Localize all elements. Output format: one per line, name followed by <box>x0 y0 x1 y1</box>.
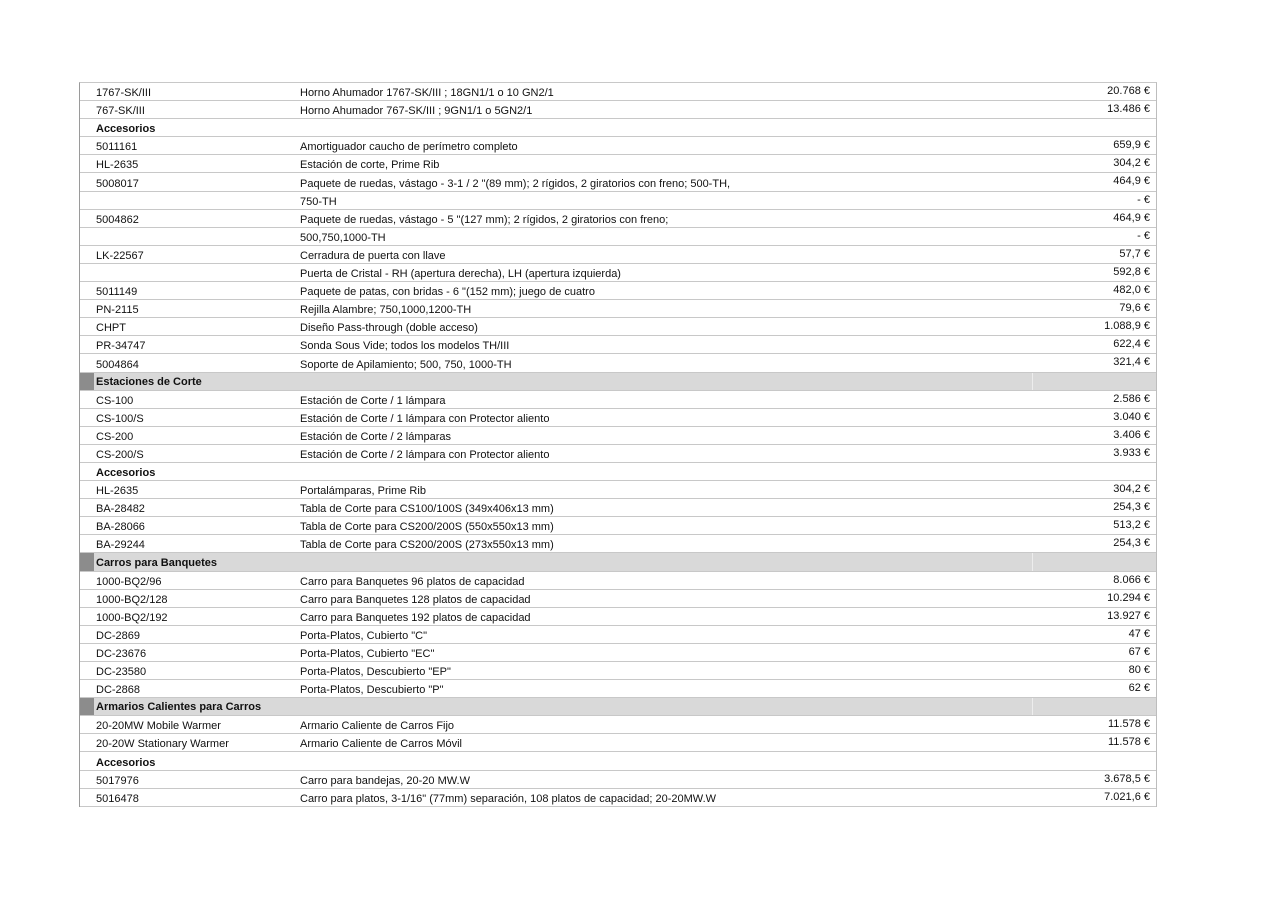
product-description: Carro para Banquetes 96 platos de capacidad <box>300 575 525 588</box>
table-row <box>80 101 1156 119</box>
product-price: 464,9 € <box>1113 175 1150 188</box>
product-description: Portalámparas, Prime Rib <box>300 485 426 498</box>
table-row <box>80 427 1156 445</box>
table-row <box>80 517 1156 535</box>
product-price: 659,9 € <box>1113 139 1150 152</box>
table-row <box>80 228 1156 246</box>
product-description: Porta-Platos, Descubierto "EP" <box>300 666 451 679</box>
product-price: 11.578 € <box>1107 736 1150 749</box>
product-code: 1000-BQ2/96 <box>96 575 162 588</box>
product-code: 1767-SK/III <box>96 87 152 100</box>
table-row <box>80 608 1156 626</box>
product-description: Estación de Corte / 2 lámpara con Protector aliento <box>300 448 550 461</box>
table-row <box>80 662 1156 680</box>
product-price: 10.294 € <box>1107 591 1150 604</box>
product-code: CS-100 <box>96 394 134 407</box>
table-row <box>80 716 1156 734</box>
product-code: 5011149 <box>96 286 138 299</box>
product-description: Armario Caliente de Carros Móvil <box>300 738 462 751</box>
table-row <box>80 445 1156 463</box>
product-code: 20-20MW Mobile Warmer <box>96 720 221 733</box>
product-price: 80 € <box>1128 664 1150 676</box>
product-code: CS-200/S <box>96 448 144 461</box>
product-code: 1000-BQ2/128 <box>96 593 168 606</box>
table-row <box>80 499 1156 517</box>
table-row <box>80 481 1156 499</box>
product-description: Porta-Platos, Cubierto "C" <box>300 629 428 642</box>
product-description: Sonda Sous Vide; todos los modelos TH/III <box>300 340 510 353</box>
product-description: Armario Caliente de Carros Fijo <box>300 720 455 733</box>
product-price: 67 € <box>1128 645 1150 658</box>
subheading-row <box>80 463 1156 481</box>
product-price: 254,3 € <box>1113 537 1150 550</box>
subheading-row <box>80 119 1156 137</box>
product-price: 254,3 € <box>1113 501 1150 514</box>
product-code: BA-29244 <box>96 539 145 552</box>
product-description: Soporte de Apilamiento; 500, 750, 1000-TH <box>300 358 512 371</box>
product-description: Tabla de Corte para CS100/100S (349x406x13 mm) <box>300 503 554 516</box>
product-description: Estación de Corte / 1 lámpara con Protector aliento <box>300 412 550 425</box>
product-description: Paquete de ruedas, vástago - 5 "(127 mm); 2 rígidos, 2 giratorios con freno; <box>300 213 669 226</box>
product-description: Tabla de Corte para CS200/200S (273x550x13 mm) <box>300 539 554 552</box>
product-price: 62 € <box>1128 682 1150 695</box>
product-price: 1.088,9 € <box>1104 320 1150 333</box>
product-description: Carro para Banquetes 128 platos de capacidad <box>300 593 531 606</box>
product-price: 2.586 € <box>1113 392 1150 405</box>
table-row <box>80 572 1156 590</box>
table-row <box>80 789 1156 807</box>
section-header-row <box>80 373 1156 391</box>
product-description: Paquete de patas, con bridas - 6 "(152 mm); juego de cuatro <box>300 286 595 299</box>
product-description: Horno Ahumador 1767-SK/III ; 18GN1/1 o 10 GN2/1 <box>300 87 554 100</box>
product-description: 500,750,1000-TH <box>300 231 386 244</box>
product-price: 13.486 € <box>1107 103 1150 116</box>
product-price: 8.066 € <box>1113 573 1150 586</box>
table-row <box>80 336 1156 354</box>
product-description: Amortiguador caucho de perímetro completo <box>300 141 518 154</box>
product-code: BA-28482 <box>96 503 145 516</box>
product-code: DC-2869 <box>96 629 141 642</box>
product-price: 47 € <box>1128 627 1150 640</box>
table-row <box>80 590 1156 608</box>
product-price: 482,0 € <box>1113 284 1150 297</box>
product-code: 20-20W Stationary Warmer <box>96 738 229 751</box>
section-title: Accesorios <box>96 467 156 480</box>
product-price: 304,2 € <box>1113 157 1150 170</box>
product-price: 13.927 € <box>1107 609 1150 622</box>
section-title: Armarios Calientes para Carros <box>96 701 262 714</box>
product-description: 750-TH <box>300 195 337 208</box>
table-row <box>80 210 1156 228</box>
product-code: 1000-BQ2/192 <box>96 611 168 624</box>
product-code: HL-2635 <box>96 159 139 172</box>
product-code: BA-28066 <box>96 521 145 534</box>
product-code: DC-2868 <box>96 684 141 697</box>
table-row <box>80 137 1156 155</box>
product-price: 57,7 € <box>1119 247 1150 260</box>
product-price: 321,4 € <box>1113 356 1150 369</box>
section-title: Estaciones de Corte <box>96 375 202 388</box>
subheading-row <box>80 752 1156 770</box>
table-row <box>80 626 1156 644</box>
product-description: Estación de Corte / 1 lámpara <box>300 394 446 407</box>
product-code: HL-2635 <box>96 485 139 498</box>
product-code: 5011161 <box>96 141 138 154</box>
section-marker <box>80 698 94 715</box>
table-row <box>80 535 1156 553</box>
product-price: - € <box>1137 229 1150 242</box>
product-description: Puerta de Cristal - RH (apertura derecha), LH (apertura izquierda) <box>300 268 621 281</box>
product-description: Carro para bandejas, 20-20 MW.W <box>300 774 470 787</box>
section-title: Accesorios <box>96 123 156 136</box>
section-header-row <box>80 553 1156 571</box>
product-code: 767-SK/III <box>96 105 145 118</box>
section-marker <box>80 373 94 390</box>
product-price: 3.040 € <box>1113 410 1150 423</box>
table-row <box>80 409 1156 427</box>
table-row <box>80 282 1156 300</box>
product-price: 3.933 € <box>1113 446 1150 459</box>
product-price: 7.021,6 € <box>1104 790 1150 803</box>
table-row <box>80 644 1156 662</box>
section-title: Carros para Banquetes <box>96 556 218 569</box>
product-price: - € <box>1137 193 1150 206</box>
table-row <box>80 734 1156 752</box>
table-row <box>80 354 1156 372</box>
table-row <box>80 318 1156 336</box>
table-row <box>80 771 1156 789</box>
product-price: 622,4 € <box>1113 338 1150 351</box>
product-description: Porta-Platos, Descubierto "P" <box>300 684 444 697</box>
product-description: Rejilla Alambre; 750,1000,1200-TH <box>300 304 472 317</box>
table-row <box>80 680 1156 698</box>
product-code: CS-100/S <box>96 412 144 425</box>
product-price: 3.678,5 € <box>1104 772 1150 785</box>
column-divider <box>1032 553 1033 570</box>
product-code: 5004864 <box>96 358 139 371</box>
product-code: PN-2115 <box>96 304 139 317</box>
product-price: 3.406 € <box>1113 428 1150 441</box>
table-row <box>80 246 1156 264</box>
product-description: Estación de corte, Prime Rib <box>300 159 440 172</box>
product-description: Diseño Pass-through (doble acceso) <box>300 322 478 335</box>
table-row <box>80 83 1156 101</box>
product-description: Paquete de ruedas, vástago - 3-1 / 2 "(89 mm); 2 rígidos, 2 giratorios con freno; 500-TH, <box>300 177 731 190</box>
product-price: 304,2 € <box>1113 483 1150 496</box>
product-code: 5004862 <box>96 213 139 226</box>
product-code: 5008017 <box>96 177 139 190</box>
product-description: Horno Ahumador 767-SK/III ; 9GN1/1 o 5GN2/1 <box>300 105 533 118</box>
product-price: 79,6 € <box>1119 302 1150 315</box>
product-price: 592,8 € <box>1113 265 1150 278</box>
table-row <box>80 192 1156 210</box>
product-code: DC-23676 <box>96 648 147 660</box>
product-code: PR-34747 <box>96 340 146 353</box>
product-code: 5017976 <box>96 774 139 787</box>
product-price: 513,2 € <box>1113 519 1150 532</box>
column-divider <box>1032 373 1033 390</box>
product-price: 20.768 € <box>1107 85 1150 97</box>
product-code: CHPT <box>96 322 126 335</box>
table-row <box>80 155 1156 173</box>
product-description: Estación de Corte / 2 lámparas <box>300 430 452 443</box>
product-code: 5016478 <box>96 792 139 805</box>
section-header-row <box>80 698 1156 716</box>
product-description: Cerradura de puerta con llave <box>300 249 446 262</box>
product-price: 11.578 € <box>1107 718 1150 731</box>
product-description: Carro para platos, 3-1/16" (77mm) separación, 108 platos de capacidad; 20-20MW.W <box>300 792 717 805</box>
price-list-table <box>79 82 1157 807</box>
product-description: Carro para Banquetes 192 platos de capacidad <box>300 611 531 624</box>
product-code: LK-22567 <box>96 249 144 262</box>
product-description: Porta-Platos, Cubierto "EC" <box>300 648 435 660</box>
section-marker <box>80 553 94 570</box>
product-price: 464,9 € <box>1113 211 1150 224</box>
table-row <box>80 173 1156 191</box>
product-code: CS-200 <box>96 430 134 443</box>
section-title: Accesorios <box>96 756 156 769</box>
table-row <box>80 264 1156 282</box>
product-code: DC-23580 <box>96 666 147 679</box>
product-description: Tabla de Corte para CS200/200S (550x550x13 mm) <box>300 521 554 534</box>
table-row <box>80 300 1156 318</box>
table-row <box>80 391 1156 409</box>
column-divider <box>1032 698 1033 715</box>
